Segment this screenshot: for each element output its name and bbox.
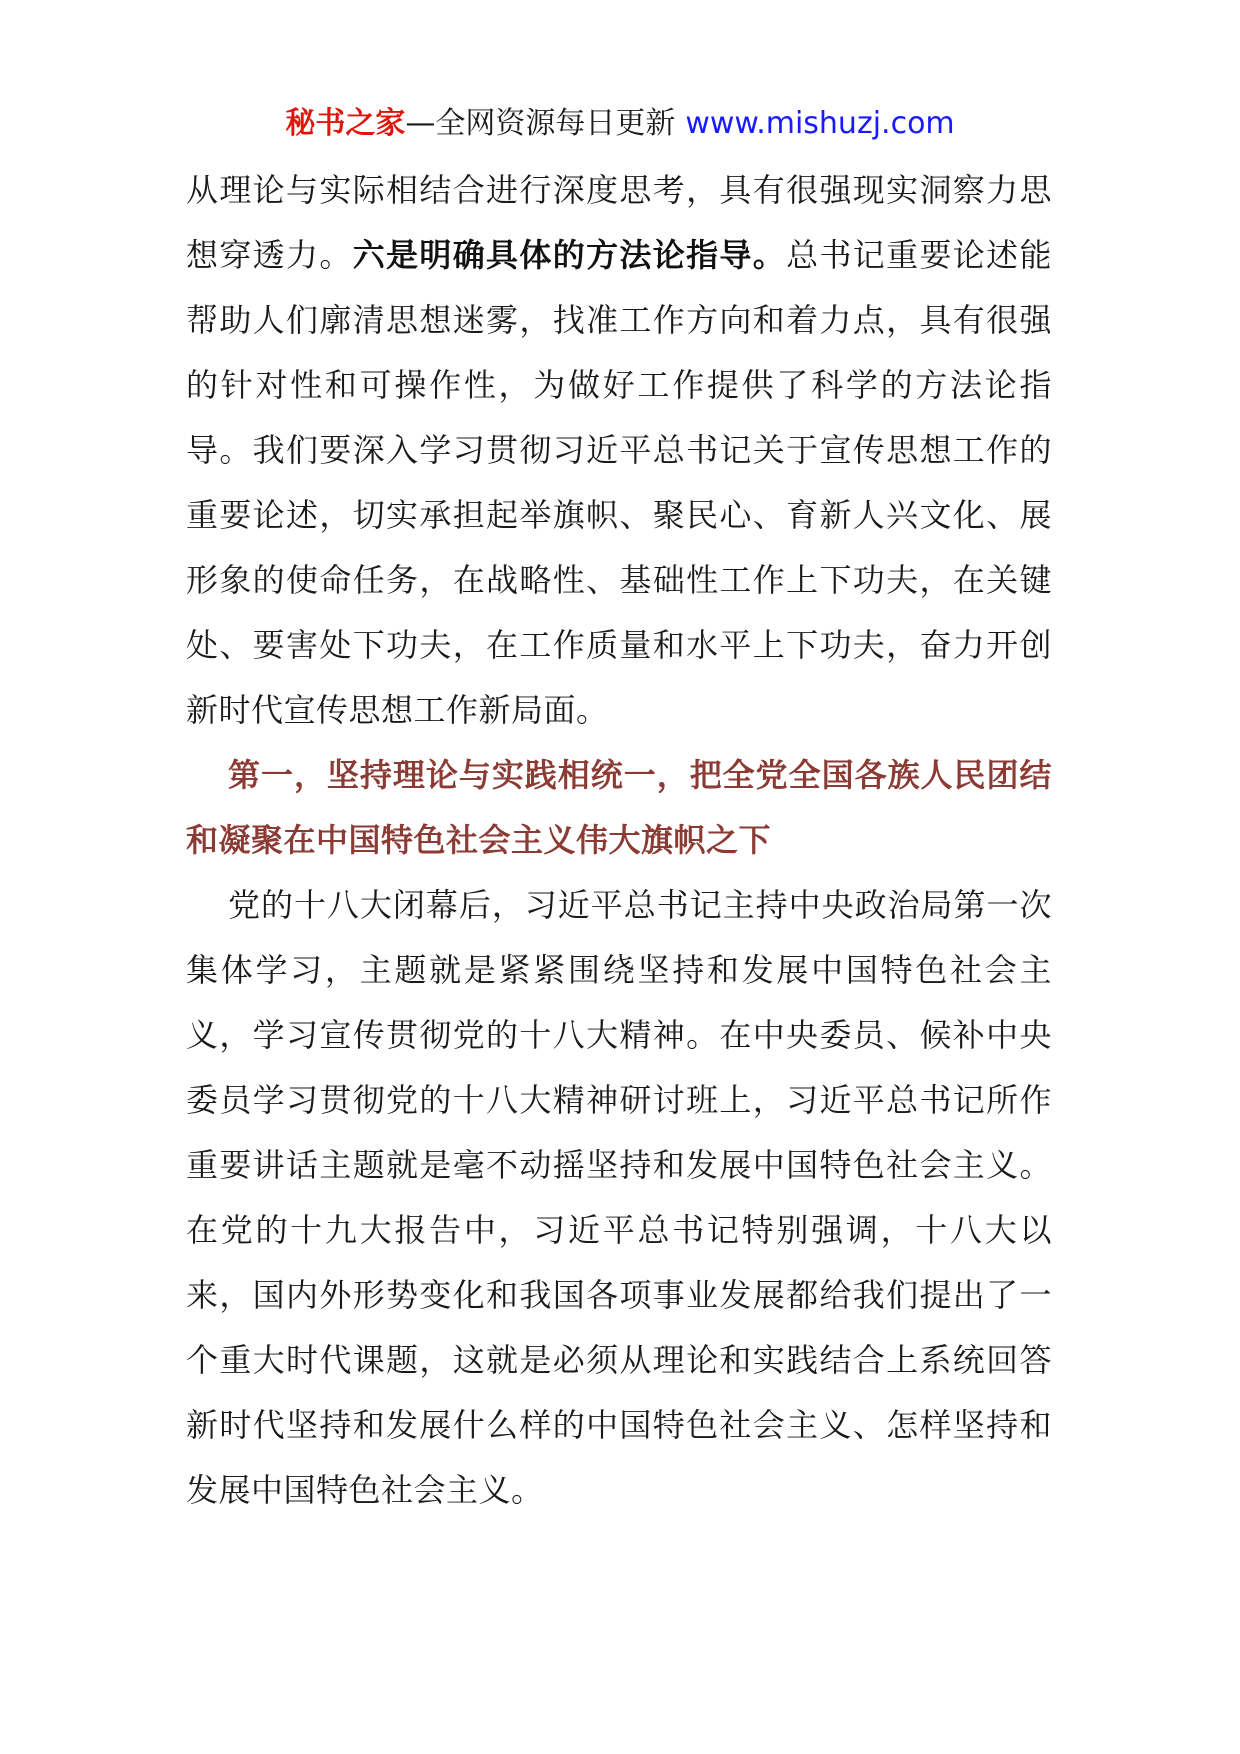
section-heading: 第一，坚持理论与实践相统一，把全党全国各族人民团结和凝聚在中国特色社会主义伟大旗帜之下: [186, 756, 1052, 859]
document-body: [186, 158, 1052, 1523]
bold-point-heading: 六是明确具体的方法论指导。: [352, 236, 787, 274]
body-paragraph-1: [186, 158, 1052, 743]
paragraph-1-body-text: 总书记重要论述能帮助人们廓清思想迷雾，找准工作方向和着力点，具有很强的针对性和可操作性，为做好工作提供了科学的方法论指导。我们要深入学习贯彻习近平总书记关于宣传思想工作的重要论述，切实承担起举旗帜、聚民心、育新人兴文化、展形象的使命任务，在战略性、基础性工作上下功夫，在关键处、要害处下功夫，在工作质量和水平上下功夫，奋力开创新时代宣传思想工作新局面。: [186, 236, 1052, 729]
body-paragraph-2: 党的十八大闭幕后，习近平总书记主持中央政治局第一次集体学习，主题就是紧紧围绕坚持和发展中国特色社会主义，学习宣传贯彻党的十八大精神。在中央委员、候补中央委员学习贯彻党的十八大精神研讨班上，习近平总书记所作重要讲话主题就是毫不动摇坚持和发展中国特色社会主义。在党的十九大报告中，习近平总书记特别强调，十八大以来，国内外形势变化和我国各项事业发展都给我们提出了一个重大时代课题，这就是必须从理论和实践结合上系统回答新时代坚持和发展什么样的中国特色社会主义、怎样坚持和发展中国特色社会主义。: [186, 886, 1052, 1509]
page-header: [0, 100, 1240, 148]
brand-name: 秘书之家: [285, 106, 406, 141]
header-slogan: —全网资源每日更新: [405, 106, 676, 141]
website-link[interactable]: www.mishuzj.com: [685, 106, 955, 141]
paragraph-1-lead-text: 从理论与实际相结合进行深度思考，具有很强现实洞察力思想穿透力。: [186, 171, 1052, 274]
